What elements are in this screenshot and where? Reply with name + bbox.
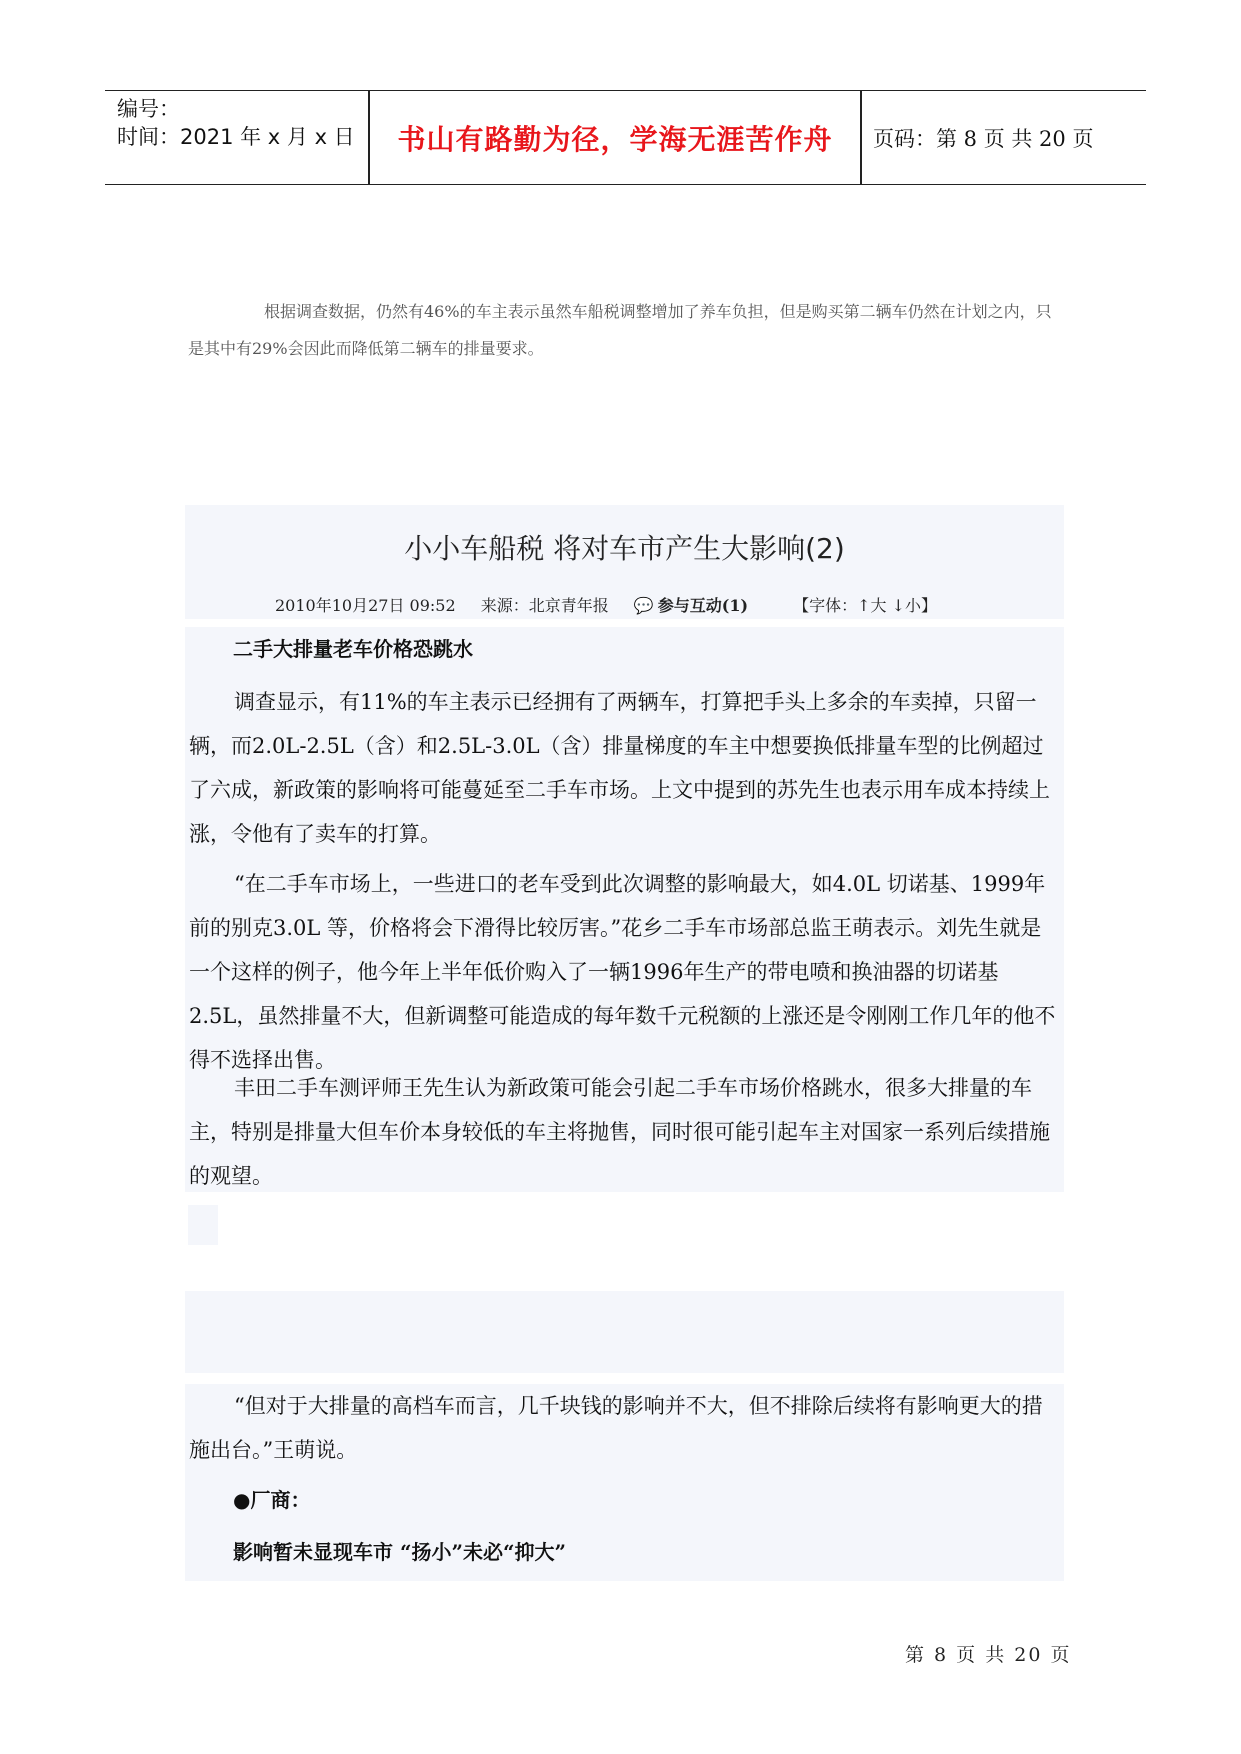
header-slogan: 书山有路勤为径，学海无涯苦作舟	[397, 122, 833, 156]
time-label: 时间：2021 年 x 月 x 日	[117, 125, 355, 149]
article-header	[185, 505, 1064, 619]
subheading: 影响暂未显现车市 “扬小”未必“抑大”	[233, 1540, 566, 1564]
subheading: ●厂商：	[233, 1488, 311, 1512]
page-footer: 第 8 页 共 20 页	[905, 1644, 1072, 1666]
article-date: 2010年10月27日 09:52	[275, 596, 456, 615]
font-size-control[interactable]: 【字体：↑大 ↓小】	[793, 596, 938, 615]
article-body	[185, 627, 1064, 1192]
subheading: 二手大排量老车价格恐跳水	[233, 637, 473, 661]
paragraph: 调查显示，有11%的车主表示已经拥有了两辆车，打算把手头上多余的车卖掉，只留一辆，而2.0L-2.5L（含）和2.5L-3.0L（含）排量梯度的车主中想要换低排量车型的比例超过了六成，新政策的影响将可能蔓延至二手车市场。上文中提到的苏先生也表示用车成本持续上涨，令他有了卖车的打算。	[189, 690, 1050, 846]
interact-link[interactable]: 参与互动(1)	[657, 596, 749, 615]
article-title: 小小车船税 将对车市产生大影响(2)	[404, 532, 845, 565]
paragraph: “但对于大排量的高档车而言，几千块钱的影响并不大，但不排除后续将有影响更大的措施出台。”王萌说。	[189, 1394, 1043, 1462]
paragraph: “在二手车市场上，一些进口的老车受到此次调整的影响最大，如4.0L 切诺基、1999年前的别克3.0L 等，价格将会下滑得比较厉害。”花乡二手车市场部总监王萌表示。刘先生就是一个这样的例子，他今年上半年低价购入了一辆1996年生产的带电喷和换油器的切诺基2.5L，虽然排量不大，但新调整可能造成的每年数千元税额的上涨还是令刚刚工作几年的他不得不选择出售。	[189, 872, 1056, 1072]
intro-paragraph: 根据调查数据，仍然有46%的车主表示虽然车船税调整增加了养车负担，但是购买第二辆车仍然在计划之内，只是其中有29%会因此而降低第二辆车的排量要求。	[188, 302, 1052, 358]
document-header	[105, 90, 1146, 185]
blank-block	[185, 1291, 1064, 1373]
header-meta	[105, 91, 368, 184]
article-source: 来源：北京青年报	[480, 596, 609, 615]
number-label: 编号：	[117, 97, 180, 121]
blank-block	[188, 1205, 218, 1245]
paragraph: 丰田二手车测评师王先生认为新政策可能会引起二手车市场价格跳水，很多大排量的车主，特别是排量大但车价本身较低的车主将抛售，同时很可能引起车主对国家一系列后续措施的观望。	[189, 1076, 1050, 1188]
header-divider	[860, 91, 862, 184]
header-page-number: 页码：第 8 页 共 20 页	[873, 126, 1094, 151]
article-meta	[275, 593, 957, 616]
article-continued	[185, 1384, 1064, 1581]
comment-icon[interactable]: 💬	[633, 596, 654, 615]
